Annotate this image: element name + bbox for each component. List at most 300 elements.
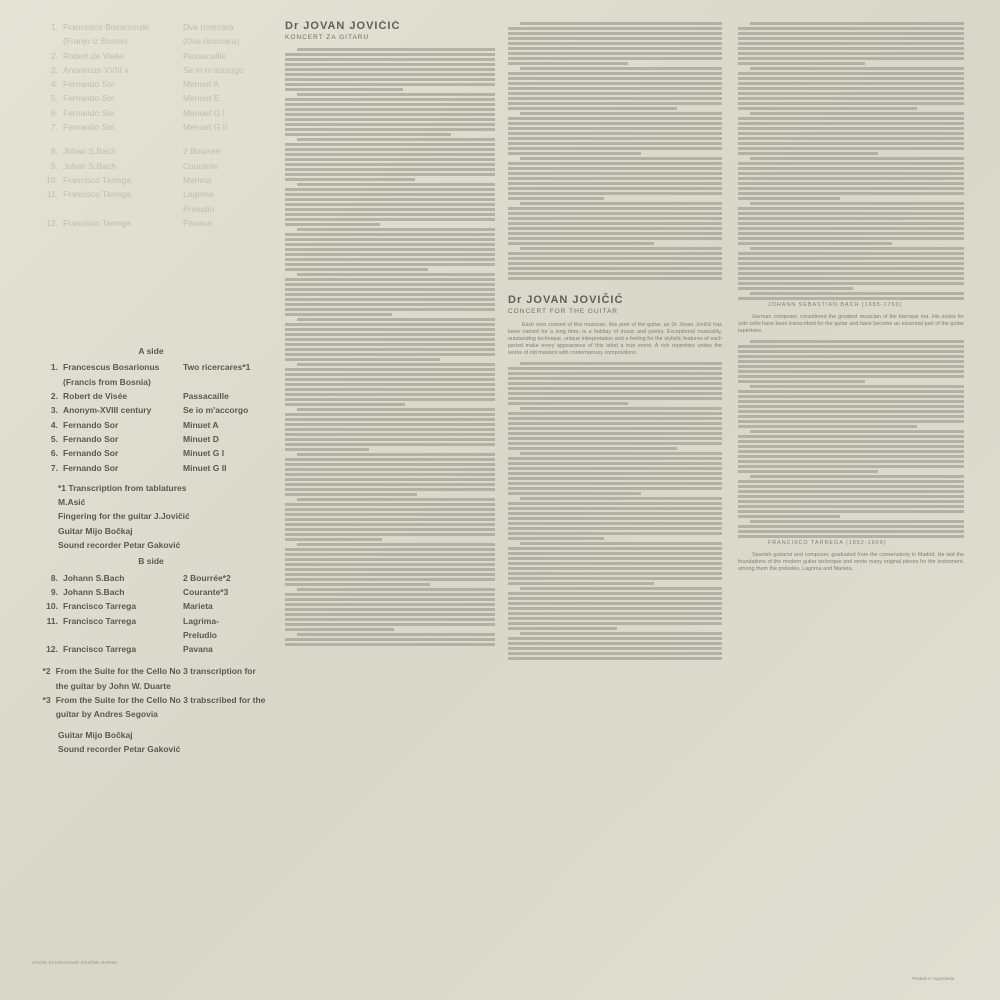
body-text-line: [508, 582, 654, 585]
body-text-line: [285, 243, 495, 246]
body-text-line: [508, 467, 722, 470]
body-text-line: [297, 453, 495, 456]
body-text-line: [285, 103, 495, 106]
body-text-line: [738, 530, 964, 533]
track-row: [36, 571, 266, 585]
body-text-line: [508, 622, 722, 625]
body-text-line: [285, 278, 495, 281]
track-row: [36, 599, 266, 613]
body-text-line: [738, 82, 964, 85]
body-text-line: [297, 228, 495, 231]
body-text-line: [285, 288, 495, 291]
track-composer: Johan S.Bach: [63, 146, 116, 157]
side-a-title: A side: [138, 346, 164, 357]
body-text-line: [750, 22, 964, 25]
track-number: [36, 202, 63, 216]
track-title: Se io m'accorgo: [183, 64, 244, 75]
essay-continuation-serbian: [508, 22, 722, 280]
body-text-line: [738, 102, 964, 105]
body-text-line: [738, 400, 964, 403]
track-composer: Johann S.Bach: [63, 586, 125, 597]
body-text-line: [285, 393, 495, 396]
body-text-line: [738, 287, 853, 290]
body-text-line: [738, 360, 964, 363]
body-text-line: [738, 147, 964, 150]
track-row: [36, 202, 266, 216]
body-text-line: [508, 547, 722, 550]
side-b-title: B side: [138, 556, 164, 567]
body-text-line: [508, 567, 722, 570]
body-text-line: [750, 430, 964, 433]
body-text-line: [285, 338, 495, 341]
track-number: 6.: [50, 448, 58, 459]
body-text-line: [508, 117, 722, 120]
track-composer: Francisco Tarrega: [63, 217, 131, 228]
track-number: 7.: [50, 122, 58, 133]
body-text-line: [738, 47, 964, 50]
track-composer: Francisco Tarrega: [63, 601, 137, 612]
body-text-line: [285, 458, 495, 461]
essay-subtitle: KONCERT ZA GITARU: [285, 34, 370, 41]
body-text-line: [285, 373, 495, 376]
body-text-line: [508, 187, 722, 190]
body-text-line: [508, 142, 722, 145]
track-composer: Anonimus-XVIII v.: [63, 64, 131, 75]
body-text-line: [738, 365, 964, 368]
body-text-line: [285, 233, 495, 236]
section-text-tarrega: Spanish guitarist and composer, graduated from the conservatory in Madrid. He laid the foundations of the modern guitar technique and wrote many original pieces for the instrument, among them the preludes, Lagrima and Marieta.: [738, 552, 964, 573]
body-text-line: [508, 562, 722, 565]
body-text-line: [508, 577, 722, 580]
track-row: [36, 642, 266, 656]
footnote: [36, 664, 266, 693]
body-text-line: [738, 297, 964, 300]
body-text-line: [750, 247, 964, 250]
body-text-line: [285, 578, 495, 581]
body-text-line: [285, 358, 440, 361]
body-text-line: [738, 142, 964, 145]
body-text-line: [508, 132, 722, 135]
body-text-line: [285, 148, 495, 151]
body-text-line: [738, 137, 964, 140]
body-text-line: [285, 348, 495, 351]
body-text-line: [285, 583, 430, 586]
body-text-line: [285, 443, 495, 446]
body-text-line: [285, 323, 495, 326]
body-text-line: [738, 282, 964, 285]
body-text-line: [520, 202, 722, 205]
track-row: [36, 91, 266, 105]
body-text-line: [738, 122, 964, 125]
body-text-line: [738, 480, 964, 483]
track-row: [36, 20, 266, 34]
essay-author: Dr JOVAN JOVIČIĆ: [285, 20, 401, 32]
track-row: [36, 614, 266, 628]
track-number: 3.: [50, 64, 58, 75]
body-text-line: [738, 207, 964, 210]
body-text-line: [738, 390, 964, 393]
body-text-line: [738, 42, 964, 45]
body-text-line: [285, 488, 495, 491]
body-text-line: [508, 152, 641, 155]
body-text-line: [508, 237, 722, 240]
essay-body-english: [508, 362, 722, 660]
tracklist-side-a-english: [36, 344, 266, 552]
body-text-line: [738, 345, 964, 348]
body-text-line: [508, 37, 722, 40]
track-row: [36, 360, 266, 374]
tracklist-column: [36, 20, 266, 756]
track-number: 8.: [50, 146, 58, 157]
track-composer: Fernando Sor: [63, 122, 115, 133]
track-composer: Fernando Sor: [63, 93, 115, 104]
body-text-line: [738, 162, 964, 165]
body-text-line: [285, 503, 495, 506]
body-text-line: [508, 32, 722, 35]
track-title: Marieta: [183, 601, 213, 612]
body-text-line: [508, 437, 722, 440]
body-text-line: [285, 528, 495, 531]
body-text-line: [508, 537, 604, 540]
body-text-line: [738, 410, 964, 413]
body-text-line: [297, 543, 495, 546]
body-text-line: [520, 67, 722, 70]
track-number: [36, 375, 63, 389]
body-text-line: [750, 520, 964, 523]
track-number: 2.: [50, 391, 58, 402]
body-text-line: [738, 132, 964, 135]
body-text-line: [285, 448, 369, 451]
body-text-line: [750, 475, 964, 478]
body-text-line: [285, 253, 495, 256]
body-text-line: [738, 117, 964, 120]
footnote: [36, 693, 266, 722]
tracklist-side-a-serbian: [36, 20, 266, 134]
footnote-mark: *3: [42, 694, 51, 705]
track-row: [36, 49, 266, 63]
track-row: [36, 628, 266, 642]
essay-body-english-2: [738, 340, 964, 538]
track-title: Menuet E: [183, 93, 220, 104]
body-text-line: [297, 363, 495, 366]
body-text-line: [508, 412, 722, 415]
track-number: 5.: [50, 93, 58, 104]
body-text-line: [508, 47, 722, 50]
track-row: [36, 461, 266, 475]
track-number: 12.: [46, 644, 58, 655]
track-number: 10.: [46, 601, 58, 612]
track-row: [36, 63, 266, 77]
body-text-line: [285, 508, 495, 511]
body-text-line: [738, 455, 964, 458]
body-text-line: [508, 442, 722, 445]
body-text-line: [738, 32, 964, 35]
body-text-line: [738, 212, 964, 215]
body-text-line: [738, 375, 964, 378]
essay-body-serbian: [285, 48, 495, 646]
body-text-line: [508, 602, 722, 605]
print-note: Printed in Yugoslavia: [912, 976, 954, 981]
body-text-line: [508, 192, 722, 195]
body-text-line: [508, 182, 722, 185]
body-text-line: [508, 417, 722, 420]
track-title: 2 Bourree: [183, 146, 221, 157]
track-composer: (Franjo iz Bosne): [63, 36, 128, 47]
body-text-line: [285, 598, 495, 601]
body-text-line: [738, 232, 964, 235]
track-row: [36, 418, 266, 432]
track-title: (Dva ricercara): [183, 36, 240, 47]
body-text-line: [738, 197, 840, 200]
track-title: Dva ricercara: [183, 22, 234, 32]
tracklist-side-b-english: [36, 554, 266, 756]
body-text-line: [285, 108, 495, 111]
body-text-line: [285, 123, 495, 126]
body-text-line: [750, 292, 964, 295]
body-text-line: [738, 262, 964, 265]
body-text-line: [297, 183, 495, 186]
body-text-line: [738, 37, 964, 40]
body-text-line: [285, 478, 495, 481]
track-composer: Francisco Tarrega: [63, 615, 137, 626]
body-text-line: [285, 618, 495, 621]
body-text-line: [508, 642, 722, 645]
track-row: [36, 375, 266, 389]
body-text-line: [285, 213, 495, 216]
body-text-line: [508, 242, 654, 245]
body-text-line: [285, 68, 495, 71]
body-text-line: [285, 388, 495, 391]
body-text-line: [508, 502, 722, 505]
body-text-line: [738, 440, 964, 443]
body-text-line: [508, 262, 722, 265]
body-text-line: [508, 122, 722, 125]
body-text-line: [285, 638, 495, 641]
body-text-line: [508, 507, 722, 510]
body-text-line: [508, 222, 722, 225]
body-text-line: [738, 425, 917, 428]
body-text-line: [738, 72, 964, 75]
body-text-line: [285, 98, 495, 101]
body-text-line: [508, 657, 722, 660]
body-text-line: [285, 523, 495, 526]
body-text-line: [738, 415, 964, 418]
section-heading-bach: JOHANN SEBASTIAN BACH (1685-1750): [768, 302, 903, 308]
body-text-line: [285, 483, 495, 486]
body-text-line: [508, 572, 722, 575]
body-text-line: [508, 107, 677, 110]
body-text-line: [285, 593, 495, 596]
body-text-line: [508, 612, 722, 615]
body-text-line: [520, 497, 722, 500]
body-text-line: [285, 548, 495, 551]
body-text-line: [738, 172, 964, 175]
body-text-line: [285, 178, 415, 181]
body-text-line: [738, 107, 917, 110]
body-text-line: [285, 383, 495, 386]
body-text-line: [508, 552, 722, 555]
credit-line: Guitar Mijo Bočkaj: [58, 729, 133, 740]
body-text-line: [738, 267, 964, 270]
body-text-line: [285, 423, 495, 426]
body-text-line: [508, 102, 722, 105]
body-text-line: [285, 433, 495, 436]
body-text-line: [285, 133, 451, 136]
body-text-line: [508, 377, 722, 380]
body-text-line: [285, 623, 495, 626]
body-text-line: [738, 222, 964, 225]
body-text-line: [285, 328, 495, 331]
body-text-line: [738, 490, 964, 493]
body-text-line: [508, 487, 722, 490]
body-text-line: [738, 177, 964, 180]
track-title: Menuet G II: [183, 122, 228, 133]
body-text-line: [285, 378, 495, 381]
body-text-line: [738, 470, 878, 473]
body-text-line: [508, 402, 628, 405]
track-number: 9.: [50, 586, 58, 597]
track-title: Preludio: [183, 629, 218, 640]
body-text-line: [750, 112, 964, 115]
body-text-line: [738, 237, 964, 240]
track-composer: Fernando Sor: [63, 448, 119, 459]
body-text-line: [508, 277, 722, 280]
body-text-line: [738, 350, 964, 353]
body-text-line: [285, 283, 495, 286]
body-text-line: [285, 303, 495, 306]
track-title: Passacaille: [183, 50, 226, 61]
body-text-line: [285, 298, 495, 301]
track-number: 3.: [50, 405, 58, 416]
track-title: Passacaille: [183, 391, 229, 402]
body-text-line: [508, 422, 722, 425]
body-text-line: [738, 27, 964, 30]
track-row: [36, 106, 266, 120]
body-text-line: [285, 553, 495, 556]
body-text-line: [285, 113, 495, 116]
body-text-line: [738, 465, 964, 468]
body-text-line: [285, 258, 495, 261]
body-text-line: [285, 223, 380, 226]
track-title: Lagrima-: [183, 615, 219, 626]
tracklist-side-b-serbian: [36, 144, 266, 230]
track-title: Pavana: [183, 644, 213, 655]
track-composer: Fernando Sor: [63, 107, 115, 118]
body-text-line: [285, 163, 495, 166]
body-text-line: [285, 118, 495, 121]
track-composer: Francisco Tarrega: [63, 644, 137, 655]
track-title: [183, 375, 266, 389]
body-text-line: [285, 78, 495, 81]
body-text-line: [508, 557, 722, 560]
body-text-line: [508, 92, 722, 95]
body-text-line: [508, 87, 722, 90]
body-text-line: [508, 647, 722, 650]
body-text-line: [508, 482, 722, 485]
body-text-line: [508, 257, 722, 260]
section-text-bach: German composer, considered the greatest musician of the baroque era. His suites for solo cello have been transcribed for the guitar and have become an essential part of the guitar repertoire.: [738, 314, 964, 335]
body-text-line: [520, 632, 722, 635]
body-text-line: [508, 82, 722, 85]
body-text-line: [508, 607, 722, 610]
track-composer: Fernando Sor: [63, 419, 119, 430]
body-text-line: [297, 588, 495, 591]
essay-subtitle-english: CONCERT FOR THE GUITAR: [508, 308, 618, 315]
body-text-line: [738, 420, 964, 423]
track-number: 2.: [50, 50, 58, 61]
body-text-line: [508, 652, 722, 655]
track-number: 11.: [46, 189, 58, 200]
body-text-line: [508, 207, 722, 210]
track-composer: [63, 202, 183, 216]
track-title: Pavana: [183, 217, 212, 228]
body-text-line: [285, 513, 495, 516]
track-title: Minuet A: [183, 419, 219, 430]
body-text-line: [750, 340, 964, 343]
body-text-line: [285, 493, 417, 496]
body-text-line: [738, 127, 964, 130]
essay-intro-paragraph: Each new concert of this musician, this poet of the guitar, as Dr Jovan Jovičić has been named for a long time, is a holiday of music and poetry. Exceptional musicality, outstanding technique, unique interpretation and a feeling for the stylistic features of each period make every appearance of this artist a true event. A rich repertoire unites the works of old masters with contemporary compositions.: [508, 322, 722, 357]
track-row: [36, 34, 266, 48]
track-composer: Fernando Sor: [63, 433, 119, 444]
body-text-line: [508, 367, 722, 370]
body-text-line: [508, 382, 722, 385]
essay-author-english: Dr JOVAN JOVIČIĆ: [508, 294, 624, 306]
body-text-line: [738, 510, 964, 513]
body-text-line: [738, 192, 964, 195]
body-text-line: [285, 608, 495, 611]
body-text-line: [285, 143, 495, 146]
essay-body-english-1: [738, 22, 964, 300]
body-text-line: [738, 277, 964, 280]
body-text-line: [285, 643, 495, 646]
body-text-line: [285, 238, 495, 241]
credit-line: Sound recorder Petar Gaković: [58, 540, 181, 551]
track-composer: Robert de Visée: [63, 391, 128, 402]
track-composer: (Francis from Bosnia): [63, 376, 151, 387]
body-text-line: [285, 208, 495, 211]
body-text-line: [285, 353, 495, 356]
body-text-line: [297, 138, 495, 141]
body-text-line: [508, 617, 722, 620]
track-number: 12.: [46, 217, 58, 228]
credit-line: M.Asić: [58, 497, 86, 508]
body-text-line: [508, 232, 722, 235]
body-text-line: [738, 370, 964, 373]
body-text-line: [508, 27, 722, 30]
track-composer: Anonym-XVIII century: [63, 405, 152, 416]
footnote-mark: *2: [42, 666, 51, 677]
track-composer: Fernando Sor: [63, 79, 115, 90]
body-text-line: [285, 413, 495, 416]
body-text-line: [285, 173, 495, 176]
body-text-line: [285, 368, 495, 371]
body-text-line: [285, 158, 495, 161]
body-text-line: [285, 418, 495, 421]
body-text-line: [508, 52, 722, 55]
track-composer: Johan S.Bach: [63, 160, 116, 171]
body-text-line: [508, 62, 628, 65]
body-text-line: [738, 167, 964, 170]
body-text-line: [297, 498, 495, 501]
track-composer: [63, 628, 183, 642]
body-text-line: [738, 272, 964, 275]
body-text-line: [520, 112, 722, 115]
credit-line: Sound recorder Petar Gaković: [58, 743, 181, 754]
body-text-line: [520, 542, 722, 545]
body-text-line: [508, 522, 722, 525]
body-text-line: [508, 432, 722, 435]
